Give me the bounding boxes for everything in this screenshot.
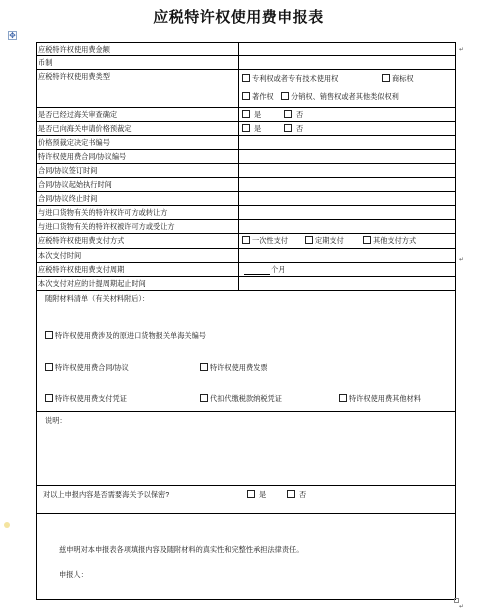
checkbox-icon bbox=[45, 331, 53, 339]
row-ruling-number bbox=[37, 136, 455, 150]
payment-method-other[interactable]: 其他支付方式 bbox=[363, 236, 416, 246]
licensor-field[interactable] bbox=[238, 206, 455, 219]
cursor-highlight-dot bbox=[4, 522, 10, 528]
row-fee-amount bbox=[37, 43, 455, 56]
attachment-customs-declaration[interactable]: 特许权使用费涉及的原进口货物报关单海关编号 bbox=[45, 331, 206, 341]
ruling-number-field[interactable] bbox=[238, 136, 455, 149]
declaration-form bbox=[36, 42, 465, 610]
confidential-yes[interactable]: 是 bbox=[247, 490, 266, 500]
payment-method-periodic[interactable]: 定期支付 bbox=[305, 236, 344, 246]
row-payment-time bbox=[37, 249, 455, 263]
paragraph-mark: ↵ bbox=[459, 604, 465, 610]
checkbox-icon bbox=[281, 92, 289, 100]
row-payment-method bbox=[37, 234, 455, 249]
checkbox-icon bbox=[45, 394, 53, 402]
currency-field[interactable] bbox=[238, 56, 455, 69]
fee-type-options bbox=[238, 70, 455, 107]
declarant-label: 申报人： bbox=[59, 570, 88, 579]
price-ruling-label: 是否已向海关申请价格预裁定 bbox=[38, 124, 132, 133]
fee-type-option-distribution[interactable]: 分销权、销售权或者其他类似权利 bbox=[281, 92, 399, 102]
row-licensee bbox=[37, 220, 455, 234]
paragraph-mark: ↵ bbox=[459, 257, 465, 263]
fee-type-option-copyright[interactable]: 著作权 bbox=[242, 92, 274, 102]
fee-type-option-trademark[interactable]: 商标权 bbox=[382, 74, 414, 84]
customs-reviewed-no[interactable]: 否 bbox=[284, 110, 303, 120]
row-fee-type bbox=[37, 70, 455, 108]
payment-time-label: 本次支付时间 bbox=[38, 251, 82, 260]
checkbox-icon bbox=[284, 110, 292, 118]
licensee-field[interactable] bbox=[238, 220, 455, 233]
row-accrual-period bbox=[37, 277, 455, 291]
row-contract-number bbox=[37, 150, 455, 164]
payment-method-label: 应税特许权使用费支付方式 bbox=[38, 236, 125, 245]
checkbox-icon bbox=[305, 236, 313, 244]
attachment-invoice[interactable]: 特许权使用费发票 bbox=[200, 363, 268, 373]
licensor-label: 与进口货物有关的特许权许可方或转让方 bbox=[38, 208, 168, 217]
checkbox-icon bbox=[45, 363, 53, 371]
start-date-field[interactable] bbox=[238, 178, 455, 191]
fee-type-label: 应税特许权使用费类型 bbox=[38, 72, 110, 81]
row-end-date bbox=[37, 192, 455, 206]
checkbox-icon bbox=[284, 124, 292, 132]
payment-method-options bbox=[238, 234, 455, 248]
currency-label: 币制 bbox=[38, 58, 53, 67]
ruling-number-label: 价格预裁定决定书编号 bbox=[38, 138, 110, 147]
fee-amount-label: 应税特许权使用费金额 bbox=[38, 45, 110, 54]
checkbox-icon bbox=[242, 74, 250, 82]
checkbox-icon bbox=[242, 236, 250, 244]
notes-section[interactable] bbox=[37, 412, 455, 486]
row-start-date bbox=[37, 178, 455, 192]
attachment-contract[interactable]: 特许权使用费合同/协议 bbox=[45, 363, 129, 373]
attachment-other[interactable]: 特许权使用费其他材料 bbox=[339, 394, 421, 404]
accrual-period-label: 本次支付对应的计提周期起止时间 bbox=[38, 279, 146, 288]
customs-reviewed-options bbox=[238, 108, 455, 121]
table-move-handle-icon[interactable]: ✥ bbox=[9, 31, 16, 40]
row-price-ruling bbox=[37, 122, 455, 136]
contract-number-label: 特许权使用费合同/协议编号 bbox=[38, 152, 127, 161]
checkbox-icon bbox=[247, 490, 255, 498]
row-payment-period bbox=[37, 263, 455, 277]
checkbox-icon bbox=[242, 92, 250, 100]
checkbox-icon bbox=[287, 490, 295, 498]
price-ruling-no[interactable]: 否 bbox=[284, 124, 303, 134]
attachments-header: 随附材料清单（有关材料附后）： bbox=[45, 294, 150, 303]
row-sign-date bbox=[37, 164, 455, 178]
fee-type-option-patent[interactable]: 专利权或者专有技术使用权 bbox=[242, 74, 338, 84]
form-title: 应税特许权使用费申报表 bbox=[153, 8, 324, 26]
checkbox-icon bbox=[200, 363, 208, 371]
row-licensor bbox=[37, 206, 455, 220]
fee-amount-field[interactable] bbox=[238, 43, 455, 55]
sign-date-label: 合同/协议签订时间 bbox=[38, 166, 98, 175]
row-currency bbox=[37, 56, 455, 70]
customs-reviewed-label: 是否已经过海关审查确定 bbox=[38, 110, 118, 119]
checkbox-icon bbox=[200, 394, 208, 402]
end-date-field[interactable] bbox=[238, 192, 455, 205]
paragraph-mark: ↵ bbox=[459, 47, 465, 53]
payment-method-lump-sum[interactable]: 一次性支付 bbox=[242, 236, 288, 246]
checkbox-icon bbox=[242, 110, 250, 118]
accrual-period-field[interactable] bbox=[238, 277, 455, 290]
checkbox-icon bbox=[382, 74, 390, 82]
price-ruling-yes[interactable]: 是 bbox=[242, 124, 261, 134]
attachment-payment-proof[interactable]: 特许权使用费支付凭证 bbox=[45, 394, 127, 404]
contract-number-field[interactable] bbox=[238, 150, 455, 163]
payment-period-label: 应税特许权使用费支付周期 bbox=[38, 265, 125, 274]
price-ruling-options bbox=[238, 122, 455, 135]
confidential-section bbox=[37, 486, 455, 514]
end-date-label: 合同/协议终止时间 bbox=[38, 194, 98, 203]
notes-label: 说明： bbox=[45, 416, 67, 425]
table-resize-handle-icon[interactable] bbox=[454, 598, 459, 603]
declaration-text: 兹申明对本申报表各项填报内容及随附材料的真实性和完整性承担法律责任。 bbox=[59, 545, 304, 554]
row-customs-reviewed bbox=[37, 108, 455, 122]
confidential-no[interactable]: 否 bbox=[287, 490, 306, 500]
checkbox-icon bbox=[363, 236, 371, 244]
sign-date-field[interactable] bbox=[238, 164, 455, 177]
payment-time-field[interactable] bbox=[238, 249, 455, 262]
confidential-question: 对以上申报内容是否需要海关予以保密? bbox=[43, 490, 170, 499]
checkbox-icon bbox=[242, 124, 250, 132]
licensee-label: 与进口货物有关的特许权被许可方或受让方 bbox=[38, 222, 175, 231]
attachments-section bbox=[37, 291, 455, 412]
start-date-label: 合同/协议起始执行时间 bbox=[38, 180, 112, 189]
customs-reviewed-yes[interactable]: 是 bbox=[242, 110, 261, 120]
attachment-tax-certificate[interactable]: 代扣代缴税款纳税凭证 bbox=[200, 394, 282, 404]
checkbox-icon bbox=[339, 394, 347, 402]
period-months-blank[interactable] bbox=[244, 265, 270, 275]
payment-period-field[interactable]: 个月 bbox=[238, 263, 455, 276]
